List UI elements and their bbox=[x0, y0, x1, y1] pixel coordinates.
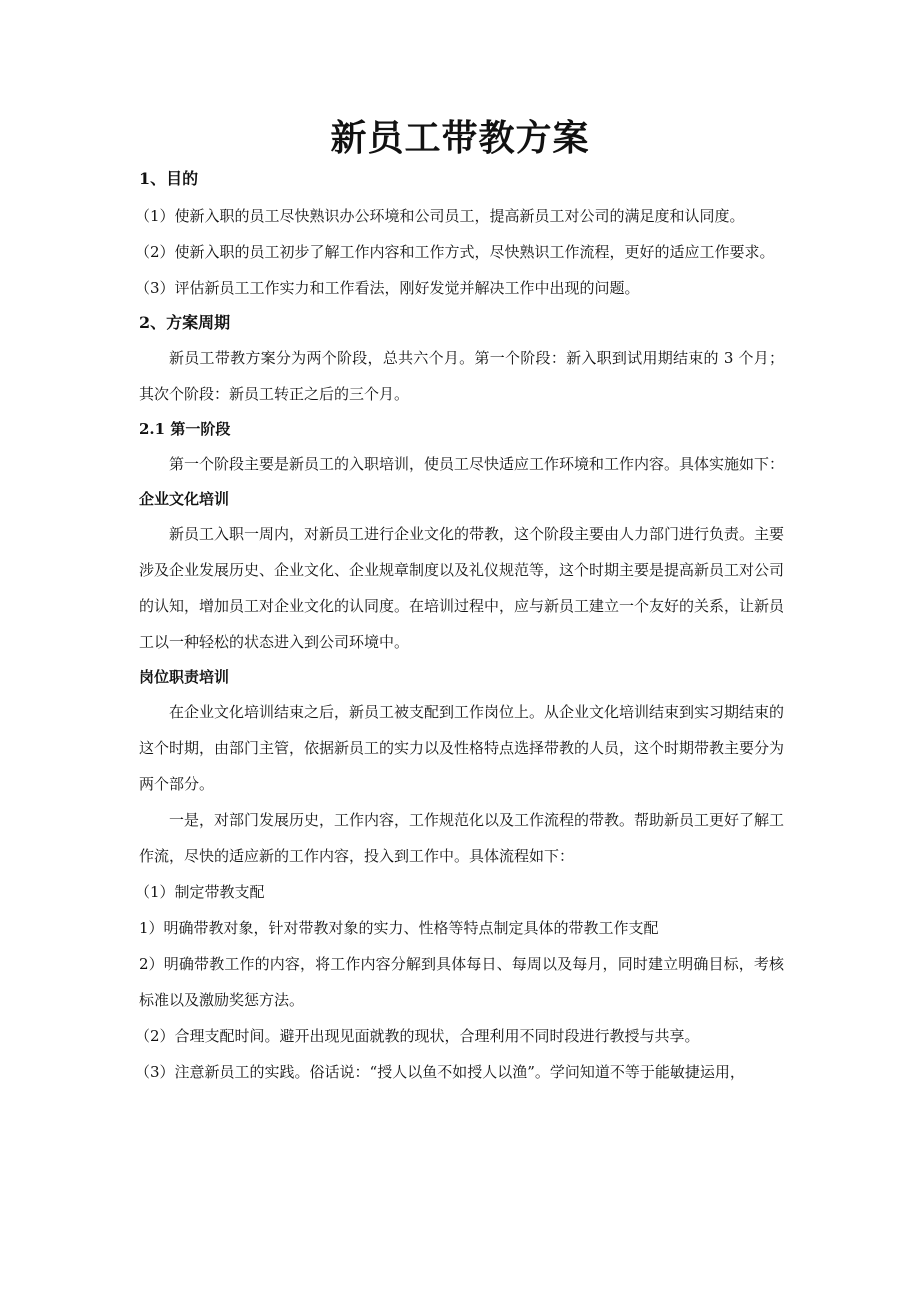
purpose-item-2: （2）使新入职的员工初步了解工作内容和工作方式，尽快熟识工作流程，更好的适应工作要求。 bbox=[135, 243, 775, 261]
procedure-item-3: （3）注意新员工的实践。俗话说：“授人以鱼不如授人以渔”。学问知道不等于能敏捷运用， bbox=[135, 1063, 745, 1081]
procedure-subitem-1: 1）明确带教对象，针对带教对象的实力、性格等特点制定具体的带教工作支配 bbox=[139, 919, 659, 937]
procedure-subitem-2: 2）明确带教工作的内容，将工作内容分解到具体每日、每周以及每月，同时建立明确目标，考核标准以及激励奖惩方法。 bbox=[139, 955, 784, 1009]
duty-training-heading: 岗位职责培训 bbox=[139, 668, 230, 686]
duty-training-paragraph-2: 一是，对部门发展历史，工作内容，工作规范化以及工作流程的带教。帮助新员工更好了解工作流，尽快的适应新的工作内容，投入到工作中。具体流程如下： bbox=[139, 811, 785, 865]
purpose-item-1: （1）使新入职的员工尽快熟识办公环境和公司员工，提高新员工对公司的满足度和认同度。 bbox=[135, 207, 745, 225]
stage1-paragraph: 第一个阶段主要是新员工的入职培训，使员工尽快适应工作环境和工作内容。具体实施如下： bbox=[169, 455, 785, 473]
culture-training-heading: 企业文化培训 bbox=[139, 490, 230, 508]
section-heading-cycle: 2、方案周期 bbox=[139, 313, 231, 332]
culture-training-paragraph: 新员工入职一周内，对新员工进行企业文化的带教，这个阶段主要由人力部门进行负责。主要涉及企业发展历史、企业文化、企业规章制度以及礼仪规范等，这个时期主要是提高新员工对公司的认知，增加员工对企业文化的认同度。在培训过程中，应与新员工建立一个友好的关系，让新员工以一种轻松的状态进入到公司环境中。 bbox=[139, 525, 785, 651]
duty-training-paragraph-1: 在企业文化培训结束之后，新员工被支配到工作岗位上。从企业文化培训结束到实习期结束的这个时期，由部门主管，依据新员工的实力以及性格特点选择带教的人员，这个时期带教主要分为两个部分。 bbox=[139, 703, 785, 793]
procedure-item-1: （1）制定带教支配 bbox=[135, 883, 265, 901]
section-heading-stage1: 2.1 第一阶段 bbox=[139, 420, 231, 438]
section-heading-purpose: 1、目的 bbox=[139, 169, 199, 188]
document-body bbox=[135, 164, 785, 1090]
document-title: 新员工带教方案 bbox=[330, 117, 590, 159]
cycle-paragraph: 新员工带教方案分为两个阶段，总共六个月。第一个阶段：新入职到试用期结束的 3 个月；其次个阶段：新员工转正之后的三个月。 bbox=[139, 349, 784, 403]
purpose-item-3: （3）评估新员工工作实力和工作看法，刚好发觉并解决工作中出现的问题。 bbox=[135, 279, 640, 297]
procedure-item-2: （2）合理支配时间。避开出现见面就教的现状，合理利用不同时段进行教授与共享。 bbox=[135, 1027, 700, 1045]
